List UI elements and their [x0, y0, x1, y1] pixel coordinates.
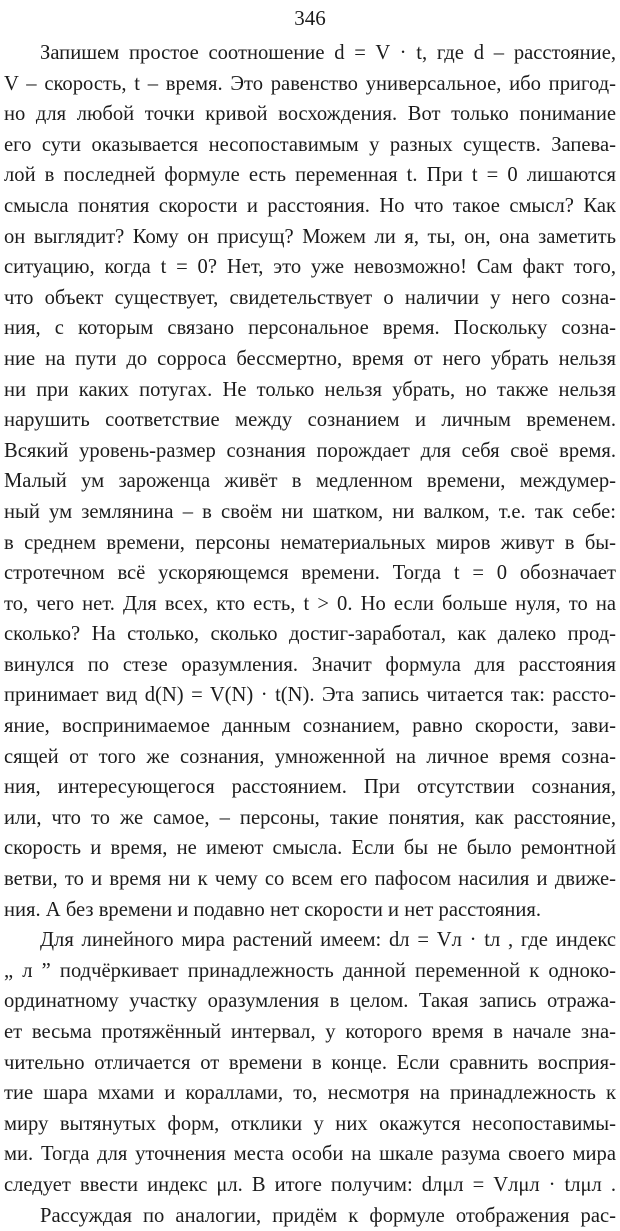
text-line: яние, воспринимаемое данным сознанием, равно скорости, зави-: [4, 715, 616, 738]
text-line: Рассуждая по аналогии, придём к формуле отображения рас-: [40, 1204, 616, 1227]
text-line: следует ввести индекс μл. В итоге получим: dлμл = Vлμл · tлμл .: [4, 1173, 616, 1196]
text-line: V – скорость, t – время. Это равенство универсальное, ибо пригод-: [4, 72, 616, 95]
text-line: нарушить соответствие между сознанием и личным временем.: [4, 409, 616, 432]
body-text: [4, 38, 616, 1231]
text-line: ния, с которым связано персональное время. Поскольку созна-: [4, 317, 616, 340]
text-line: ния, интересующегося расстоянием. При отсутствии сознания,: [4, 776, 616, 799]
text-line: ситуацию, когда t = 0? Нет, это уже невозможно! Сам факт того,: [4, 256, 616, 279]
text-line: тие шара мхами и кораллами, то, несмотря на принадлежность к: [4, 1082, 616, 1105]
text-line: что объект существует, свидетельствует о наличии у него созна-: [4, 286, 616, 309]
text-line: ординатному участку оразумления в целом. Такая запись отража-: [4, 990, 616, 1013]
text-line: ми. Тогда для уточнения места особи на шкале разума своего мира: [4, 1143, 616, 1166]
text-line: лой в последней формуле есть переменная t. При t = 0 лишаются: [4, 164, 616, 187]
text-line: сящей от того же сознания, умноженной на личное время созна-: [4, 745, 616, 768]
page-number: 346: [294, 6, 326, 30]
text-line: ни при каких потугах. Не только нельзя убрать, но также нельзя: [4, 378, 616, 401]
text-line: скорость и время, не имеют смысла. Если бы не было ремонтной: [4, 837, 616, 860]
text-line: его сути оказывается несопоставимым у разных существ. Запева-: [4, 133, 616, 156]
text-line: он выглядит? Кому он присущ? Можем ли я, ты, он, она заметить: [4, 225, 616, 248]
text-line: миру вытянутых форм, отклики у них окажутся несопоставимы-: [4, 1112, 616, 1135]
text-line: винулся по стезе оразумления. Значит формула для расстояния: [4, 653, 616, 676]
text-line: ние на пути до сорроса бессмертно, время от него убрать нельзя: [4, 347, 616, 370]
text-line: смысла понятия скорости и расстояния. Но что такое смысл? Как: [4, 194, 616, 217]
text-line: ный ум землянина – в своём ни шатком, ни валком, т.е. так себе:: [4, 500, 616, 523]
text-line: „ л ” подчёркивает принадлежность данной переменной к одноко-: [4, 959, 616, 982]
text-line: ветви, то и время ни к чему со всем его пафосом насилия и движе-: [4, 868, 616, 891]
text-line: принимает вид d(N) = V(N) · t(N). Эта запись читается так: рассто-: [4, 684, 616, 707]
text-line: ния. А без времени и подавно нет скорости и нет расстояния.: [4, 898, 542, 921]
text-line: в среднем времени, персоны нематериальных миров живут в бы-: [4, 531, 616, 554]
text-line: стротечном всё ускоряющемся времени. Тогда t = 0 обозначает: [4, 562, 616, 585]
text-line: Всякий уровень-размер сознания порождает для себя своё время.: [4, 439, 616, 462]
text-line: сколько? На столько, сколько достиг-заработал, как далеко прод-: [4, 623, 616, 646]
text-line: Малый ум зароженца живёт в медленном времени, междумер-: [4, 470, 616, 493]
text-line: ет весьма протяжённый интервал, у которого время в начале зна-: [4, 1021, 616, 1043]
text-line: Для линейного мира растений имеем: dл = Vл · tл , где индекс: [40, 929, 616, 952]
text-line: или, что то же самое, – персоны, такие понятия, как расстояние,: [4, 806, 616, 829]
text-line: но для любой точки кривой восхождения. Вот только понимание: [4, 103, 616, 126]
text-line: то, чего нет. Для всех, кто есть, t > 0. Но если больше нуля, то на: [4, 592, 616, 615]
text-line: чительно отличается от времени в конце. Если сравнить восприя-: [4, 1051, 616, 1074]
text-line: Запишем простое соотношение d = V · t, где d – расстояние,: [40, 42, 616, 64]
